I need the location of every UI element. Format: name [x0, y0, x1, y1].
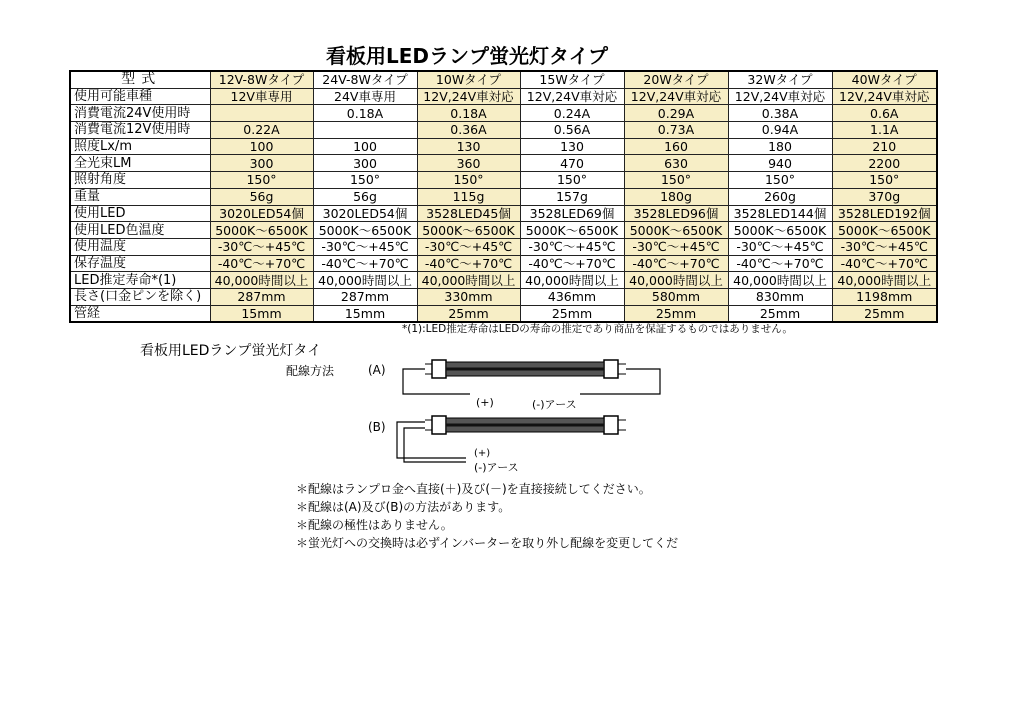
row-label: 照度Lx/m: [70, 138, 210, 155]
table-cell: 157g: [520, 188, 624, 205]
table-cell: 150°: [624, 172, 728, 189]
table-cell: -30℃～+45℃: [210, 238, 313, 255]
table-cell: -40℃～+70℃: [417, 255, 520, 272]
table-cell: 25mm: [417, 305, 520, 322]
table-cell: 3020LED54個: [313, 205, 417, 222]
table-cell: 370g: [832, 188, 937, 205]
row-label: 全光束LM: [70, 155, 210, 172]
table-cell: 25mm: [624, 305, 728, 322]
table-cell: 150°: [728, 172, 832, 189]
table-cell: 0.36A: [417, 122, 520, 139]
row-label: 使用LED色温度: [70, 222, 210, 239]
table-cell: 12V,24V車対応: [520, 88, 624, 105]
wiring-b-label: (B): [368, 420, 386, 434]
table-cell: 3528LED69個: [520, 205, 624, 222]
table-cell: 5000K～6500K: [313, 222, 417, 239]
table-cell: 12V,24V車対応: [624, 88, 728, 105]
table-cell: 210: [832, 138, 937, 155]
table-cell: 5000K～6500K: [624, 222, 728, 239]
table-cell: -30℃～+45℃: [520, 238, 624, 255]
table-cell: -40℃～+70℃: [728, 255, 832, 272]
table-cell: 40,000時間以上: [728, 272, 832, 289]
footnote: *(1):LED推定寿命はLEDの寿命の推定であり商品を保証するものではありません。: [402, 323, 793, 335]
table-cell: 3528LED192個: [832, 205, 937, 222]
row-label: 使用可能車種: [70, 88, 210, 105]
wiring-a-minus-label: (-)アース: [532, 398, 577, 411]
header-label-cell: 型式: [70, 71, 210, 88]
note-item: ＊配線の極性はありません。: [296, 518, 453, 532]
row-label: 消費電流12V使用時: [70, 122, 210, 139]
table-cell: 330mm: [417, 288, 520, 305]
table-cell: 100: [313, 138, 417, 155]
table-cell: 436mm: [520, 288, 624, 305]
table-cell: 360: [417, 155, 520, 172]
table-cell: -40℃～+70℃: [210, 255, 313, 272]
table-cell: -40℃～+70℃: [520, 255, 624, 272]
table-cell: 24V車専用: [313, 88, 417, 105]
table-cell: 3528LED144個: [728, 205, 832, 222]
table-cell: 287mm: [210, 288, 313, 305]
table-cell: 150°: [210, 172, 313, 189]
table-cell: 630: [624, 155, 728, 172]
table-cell: 0.24A: [520, 105, 624, 122]
table-cell: 0.56A: [520, 122, 624, 139]
page-title: 看板用LEDランプ蛍光灯タイプ: [326, 44, 609, 68]
row-label: 消費電流24V使用時: [70, 105, 210, 122]
table-cell: 40,000時間以上: [624, 272, 728, 289]
table-cell: -40℃～+70℃: [313, 255, 417, 272]
row-label: 使用LED: [70, 205, 210, 222]
column-header: 24V-8Wタイプ: [313, 71, 417, 88]
row-label: 使用温度: [70, 238, 210, 255]
tube-b: [425, 416, 626, 434]
table-cell: 300: [210, 155, 313, 172]
table-cell: 40,000時間以上: [417, 272, 520, 289]
column-header: 15Wタイプ: [520, 71, 624, 88]
row-label: LED推定寿命*(1): [70, 272, 210, 289]
table-cell: 0.18A: [313, 105, 417, 122]
table-cell: 15mm: [210, 305, 313, 322]
table-cell: 830mm: [728, 288, 832, 305]
wiring-method-label: 配線方法: [286, 364, 335, 378]
wiring-b-plus-label: (+): [474, 448, 491, 459]
table-cell: 25mm: [520, 305, 624, 322]
table-cell: 1.1A: [832, 122, 937, 139]
table-cell: 0.94A: [728, 122, 832, 139]
table-cell: 12V,24V車対応: [417, 88, 520, 105]
table-cell: 15mm: [313, 305, 417, 322]
table-cell: 0.18A: [417, 105, 520, 122]
table-cell: 300: [313, 155, 417, 172]
table-cell: 0.73A: [624, 122, 728, 139]
table-cell: 0.38A: [728, 105, 832, 122]
table-cell: -30℃～+45℃: [624, 238, 728, 255]
wiring-a-label: (A): [368, 363, 386, 377]
table-cell: 3528LED96個: [624, 205, 728, 222]
table-cell: 40,000時間以上: [313, 272, 417, 289]
row-label: 照射角度: [70, 172, 210, 189]
table-cell: 25mm: [832, 305, 937, 322]
table-cell: 470: [520, 155, 624, 172]
table-cell: 3528LED45個: [417, 205, 520, 222]
notes-list: [296, 480, 678, 552]
table-cell: 287mm: [313, 288, 417, 305]
column-header: 20Wタイプ: [624, 71, 728, 88]
wiring-a-plus-label: (+): [476, 396, 494, 409]
table-cell: 150°: [520, 172, 624, 189]
table-cell: 150°: [832, 172, 937, 189]
table-cell: 40,000時間以上: [520, 272, 624, 289]
row-label: 重量: [70, 188, 210, 205]
table-cell: 0.6A: [832, 105, 937, 122]
table-cell: -40℃～+70℃: [624, 255, 728, 272]
table-cell: 0.22A: [210, 122, 313, 139]
table-cell: 2200: [832, 155, 937, 172]
note-item: ＊配線はランプロ金へ直接(＋)及び(－)を直接接続してください。: [296, 482, 651, 496]
table-cell: 5000K～6500K: [832, 222, 937, 239]
row-label: 保存温度: [70, 255, 210, 272]
table-cell: 40,000時間以上: [832, 272, 937, 289]
table-cell: 56g: [313, 188, 417, 205]
table-cell: 12V,24V車対応: [728, 88, 832, 105]
table-cell: 5000K～6500K: [728, 222, 832, 239]
table-cell: 940: [728, 155, 832, 172]
table-cell: 150°: [417, 172, 520, 189]
table-cell: -30℃～+45℃: [832, 238, 937, 255]
table-cell: 12V車専用: [210, 88, 313, 105]
table-cell: -30℃～+45℃: [728, 238, 832, 255]
table-cell: 260g: [728, 188, 832, 205]
table-cell: 150°: [313, 172, 417, 189]
note-item: ＊蛍光灯への交換時は必ずインバーターを取り外し配線を変更してくだ: [296, 536, 679, 550]
table-cell: 12V,24V車対応: [832, 88, 937, 105]
tube-a: [425, 360, 626, 378]
table-cell: 25mm: [728, 305, 832, 322]
note-item: ＊配線は(A)及び(B)の方法があります。: [296, 500, 511, 514]
table-cell: -30℃～+45℃: [417, 238, 520, 255]
row-label: 長さ(口金ピンを除く): [70, 288, 210, 305]
table-cell: 40,000時間以上: [210, 272, 313, 289]
table-cell: -30℃～+45℃: [313, 238, 417, 255]
table-cell: 130: [520, 138, 624, 155]
table-cell: 5000K～6500K: [210, 222, 313, 239]
table-cell: 5000K～6500K: [417, 222, 520, 239]
table-cell: 160: [624, 138, 728, 155]
table-cell: 56g: [210, 188, 313, 205]
table-cell: 130: [417, 138, 520, 155]
table-cell: 1198mm: [832, 288, 937, 305]
table-cell: 3020LED54個: [210, 205, 313, 222]
column-header: 32Wタイプ: [728, 71, 832, 88]
table-cell: 180: [728, 138, 832, 155]
column-header: 10Wタイプ: [417, 71, 520, 88]
table-cell: 100: [210, 138, 313, 155]
column-header: 12V-8Wタイプ: [210, 71, 313, 88]
row-label: 管経: [70, 305, 210, 322]
table-cell: 180g: [624, 188, 728, 205]
column-header: 40Wタイプ: [832, 71, 937, 88]
table-cell: 115g: [417, 188, 520, 205]
table-cell: 0.29A: [624, 105, 728, 122]
table-cell: 580mm: [624, 288, 728, 305]
table-cell: -40℃～+70℃: [832, 255, 937, 272]
table-cell: 5000K～6500K: [520, 222, 624, 239]
diagram-subtitle: 看板用LEDランプ蛍光灯タイ: [140, 343, 322, 359]
wiring-b-minus-label: (-)アース: [474, 461, 519, 474]
